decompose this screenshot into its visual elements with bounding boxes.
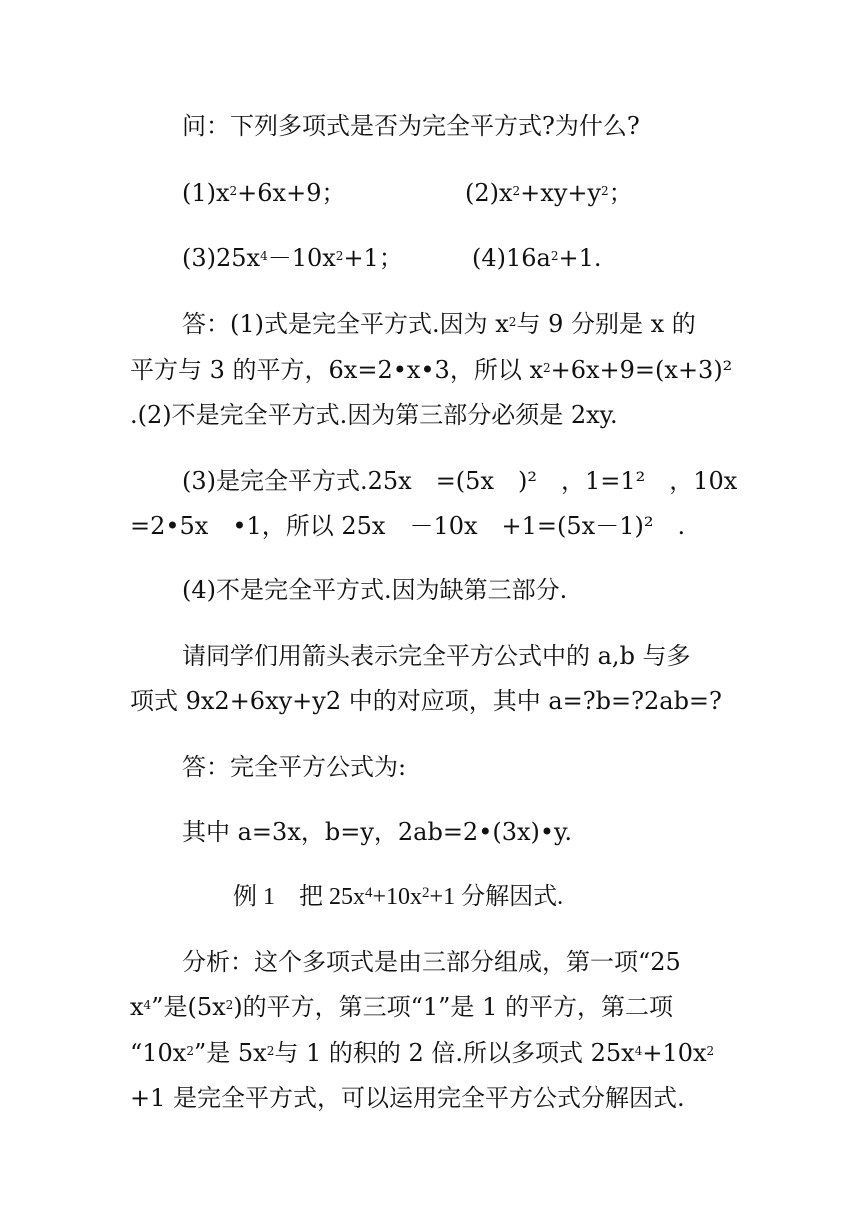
- analysis-line2: $x^4$”是$(5x^2)$的平方，第三项“1”是 1 的平方，第二项: [130, 993, 673, 1021]
- answer1-line1: 答：(1)式是完全平方式.因为 $x^2$与 9 分别是 x 的: [182, 310, 696, 338]
- item-3: $(3)25x^4-10x^2+1$；: [182, 244, 403, 272]
- item-2: $(2)x^2+xy+y^2$；: [465, 179, 633, 207]
- where-line: 其中 a=3x，b=y，2ab=2•(3x)•y.: [182, 818, 573, 846]
- answer1-line2: 平方与 3 的平方，6x=2•x•3，所以 $x^2+6x+9=(x+3)^2$: [130, 356, 733, 384]
- example-1: 例 1 把 $25x^4+10x^2+1$ 分解因式.: [233, 884, 564, 910]
- question-text: 问：下列多项式是否为完全平方式?为什么?: [182, 112, 640, 140]
- analysis-line1: 分析：这个多项式是由三部分组成，第一项“25: [182, 948, 681, 976]
- item-1: $(1)x^2+6x+9$；: [182, 179, 346, 207]
- answer1-line3: .(2)不是完全平方式.因为第三部分必须是 2xy.: [130, 401, 618, 429]
- answer3-line2: =2•5x •1，所以 25x －10x +1=(5x－1)² .: [130, 512, 686, 540]
- prompt-line2: 项式 9x2+6xy+y2 中的对应项，其中 a=?b=?2ab=?: [130, 687, 722, 715]
- formula-answer: 答：完全平方公式为:: [182, 753, 407, 781]
- answer4-text: (4)不是完全平方式.因为缺第三部分.: [182, 576, 568, 604]
- prompt-line1: 请同学们用箭头表示完全平方公式中的 a,b 与多: [182, 642, 691, 670]
- item-4: $(4)16a^2+1$.: [472, 244, 602, 272]
- answer3-line1: (3)是完全平方式.25x =(5x )² ，1=1² ，10x: [182, 467, 738, 495]
- analysis-line3: “$10x^2$”是 $5x^2$与 1 的积的 2 倍.所以多项式 $25x^4+10x^2$: [130, 1039, 715, 1067]
- analysis-line4: +1 是完全平方式，可以运用完全平方公式分解因式.: [130, 1084, 685, 1112]
